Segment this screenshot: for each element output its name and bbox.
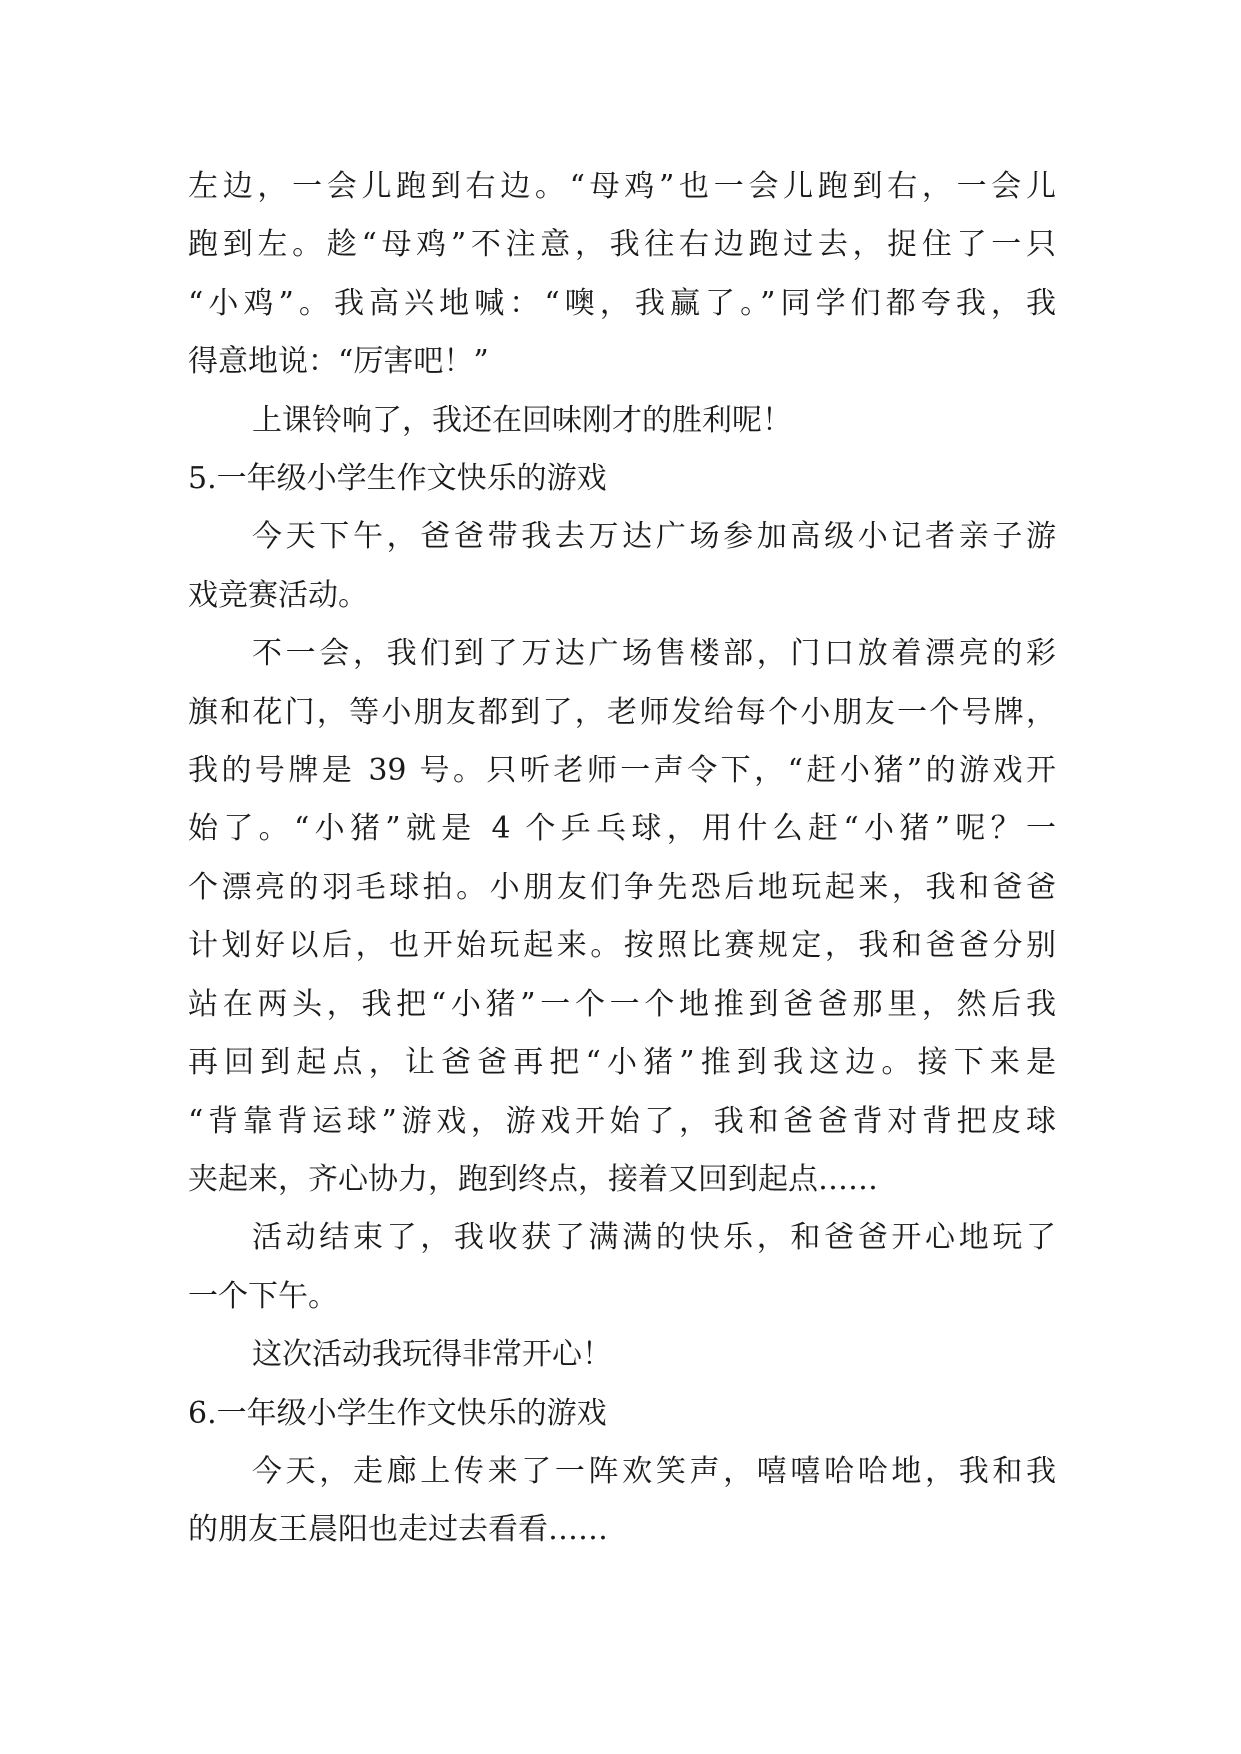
text-line: 左边，一会儿跑到右边。“母鸡”也一会儿跑到右，一会儿	[188, 169, 1056, 204]
text-line: 的朋友王晨阳也走过去看看……	[188, 1512, 608, 1548]
text-line: 夹起来，齐心协力，跑到终点，接着又回到起点……	[188, 1161, 878, 1197]
text-line: “背靠背运球”游戏，游戏开始了，我和爸爸背对背把皮球	[188, 1103, 1056, 1139]
paragraph	[188, 508, 1056, 625]
text-line: 个漂亮的羽毛球拍。小朋友们争先恐后地玩起来，我和爸爸	[188, 869, 1056, 905]
text-line: 始了。“小猪”就是 4 个乒乓球，用什么赶“小猪”呢？一	[188, 811, 1056, 847]
text-line: 活动结束了，我收获了满满的快乐，和爸爸开心地玩了	[252, 1220, 1056, 1256]
text-line: 我的号牌是 39 号。只听老师一声令下，“赶小猪”的游戏开	[188, 753, 1056, 789]
document-body	[188, 158, 1056, 1560]
text-line: 戏竞赛活动。	[188, 577, 368, 613]
text-line: 再回到起点，让爸爸再把“小猪”推到我这边。接下来是	[188, 1045, 1056, 1081]
paragraph	[188, 1443, 1056, 1560]
paragraph	[188, 392, 1056, 450]
text-line: 站在两头，我把“小猪”一个一个地推到爸爸那里，然后我	[188, 986, 1056, 1022]
text-line: 计划好以后，也开始玩起来。按照比赛规定，我和爸爸分别	[188, 928, 1056, 964]
text-line: 今天，走廊上传来了一阵欢笑声，嘻嘻哈哈地，我和我	[252, 1453, 1056, 1489]
text-line: 得意地说：“厉害吧！”	[188, 344, 489, 380]
text-line: “小鸡”。我高兴地喊：“噢，我赢了。”同学们都夸我，我	[188, 285, 1056, 321]
text-line: 今天下午，爸爸带我去万达广场参加高级小记者亲子游	[252, 519, 1056, 555]
paragraph	[188, 158, 1056, 392]
text-line: 这次活动我玩得非常开心！	[252, 1337, 612, 1373]
paragraph	[188, 1209, 1056, 1326]
text-line: 一个下午。	[188, 1278, 338, 1314]
text-line: 上课铃响了，我还在回味刚才的胜利呢！	[252, 402, 792, 438]
text-line: 不一会，我们到了万达广场售楼部，门口放着漂亮的彩	[252, 636, 1056, 672]
text-line: 跑到左。趁“母鸡”不注意，我往右边跑过去，捉住了一只	[188, 227, 1056, 263]
paragraph	[188, 1326, 1056, 1384]
section-heading: 6.一年级小学生作文快乐的游戏	[188, 1395, 607, 1431]
paragraph	[188, 625, 1056, 1209]
section-heading: 5.一年级小学生作文快乐的游戏	[188, 461, 607, 497]
text-line: 旗和花门，等小朋友都到了，老师发给每个小朋友一个号牌，	[188, 694, 1056, 730]
